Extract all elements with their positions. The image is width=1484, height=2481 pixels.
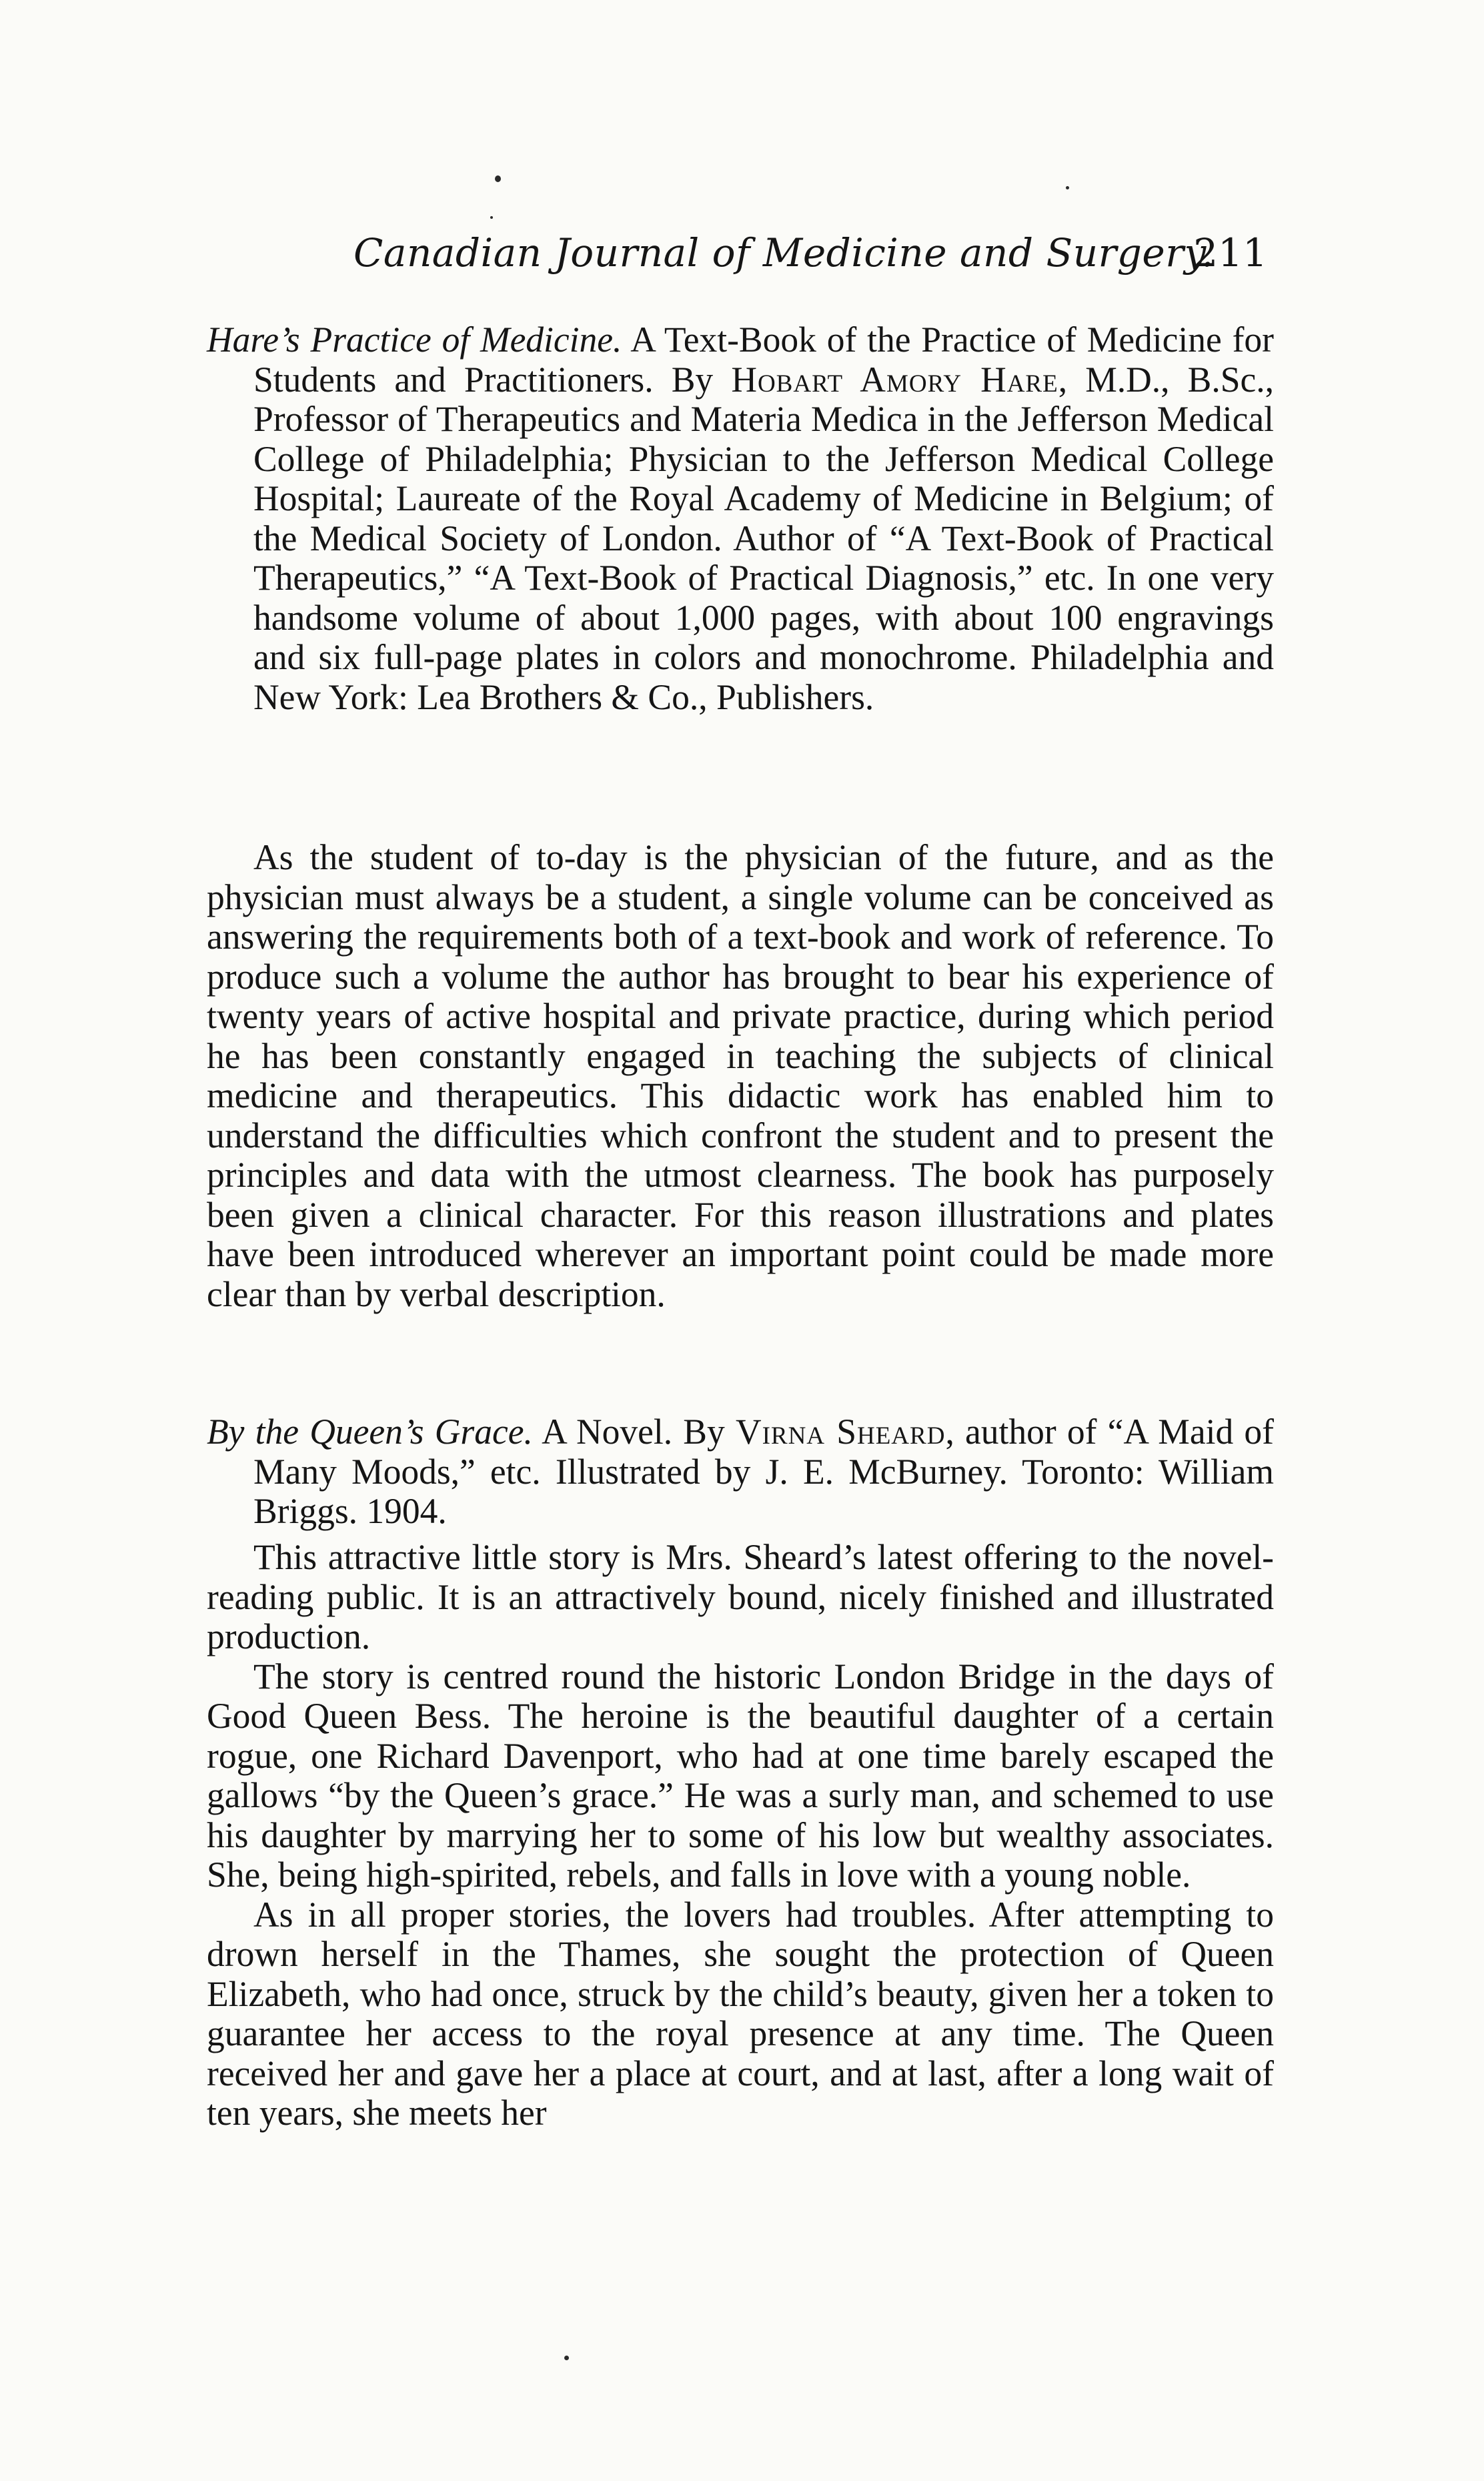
citation-text: A Text-Book of the Practice of Medicine for Students and Practitioners. By: [253, 320, 1274, 400]
book-title: By the Queen’s Grace.: [207, 1412, 533, 1452]
review-paragraph: As in all proper stories, the lovers had troubles. After attempting to drown herself in the Thames, she sought the protection of Queen Elizabeth, who had once, struck by the child’s beauty, given her a token to guarantee her access to the royal presence at any time. The Queen received her and gave her a place at court, and at last, after a long wait of ten years, she meets her: [207, 1894, 1274, 2133]
review-citation: [207, 320, 1274, 717]
author-name: Virna Sheard: [735, 1412, 946, 1452]
scan-mark-small: [490, 216, 493, 219]
review-entry-queens-grace: [207, 1412, 1274, 1532]
review-entry-hares-practice: [207, 320, 1274, 717]
review-paragraph: The story is centred round the historic London Bridge in the days of Good Queen Bess. The heroine is the beautiful daughter of a certain rogue, one Richard Davenport, who had at one time barely escaped the gallows “by the Queen’s grace.” He was a surly man, and schemed to use his daughter by marrying her to some of his low but wealthy associates. She, being high-spirited, rebels, and falls in love with a young noble.: [207, 1656, 1274, 1895]
review-paragraph: As the student of to-day is the physician of the future, and as the physician must always be a student, a single volume can be conceived as answering the requirements both of a text-book and work of reference. To produce such a volume the author has brought to bear his experience of twenty years of active hospital and private practice, during which period he has been constantly engaged in teaching the subjects of clinical medicine and therapeutics. This didactic work has enabled him to understand the difficulties which confront the student and to present the principles and data with the utmost clearness. The book has purposely been given a clinical character. For this reason illustrations and plates have been introduced wherever an important point could be made more clear than by verbal description.: [207, 837, 1274, 1314]
running-header: [353, 230, 1267, 284]
review-paragraph: This attractive little story is Mrs. Sheard’s latest offering to the novel-reading public. It is an attractively bound, nicely finished and illustrated production.: [207, 1537, 1274, 1656]
review-citation: [207, 1412, 1274, 1532]
page-number: 211: [1193, 230, 1267, 276]
journal-title: Canadian Journal of Medicine and Surgery.: [353, 230, 1214, 276]
citation-text: A Novel. By: [532, 1412, 736, 1452]
scan-mark-upper: [1066, 186, 1069, 189]
book-title: Hare’s Practice of Medicine.: [207, 320, 622, 360]
review-body-queens-grace: [207, 1538, 1274, 2133]
scan-mark-bottom: [564, 2356, 569, 2360]
review-body-hares-practice: [207, 838, 1274, 1314]
author-name: Hobart Amory Hare: [731, 359, 1058, 400]
citation-details: , M.D., B.Sc., Professor of Therapeutics and Materia Medica in the Jefferson Medical College of Philadelphia; Physician to the Jefferson Medical College Hospital; Laureate of the Royal Academy of Medicine in Belgium; of the Medical Society of London. Author of “A Text-Book of Practical Therapeutics,” “A Text-Book of Practical Diagnosis,” etc. In one very handsome volume of about 1,000 pages, with about 100 engravings and six full-page plates in colors and monochrome. Philadelphia and New York: Lea Brothers & Co., Publishers.: [253, 359, 1274, 717]
scan-mark-top: [495, 175, 501, 182]
citation-details: , author of “A Maid of Many Moods,” etc. Illustrated by J. E. McBurney. Toronto: William Briggs. 1904.: [253, 1412, 1274, 1531]
